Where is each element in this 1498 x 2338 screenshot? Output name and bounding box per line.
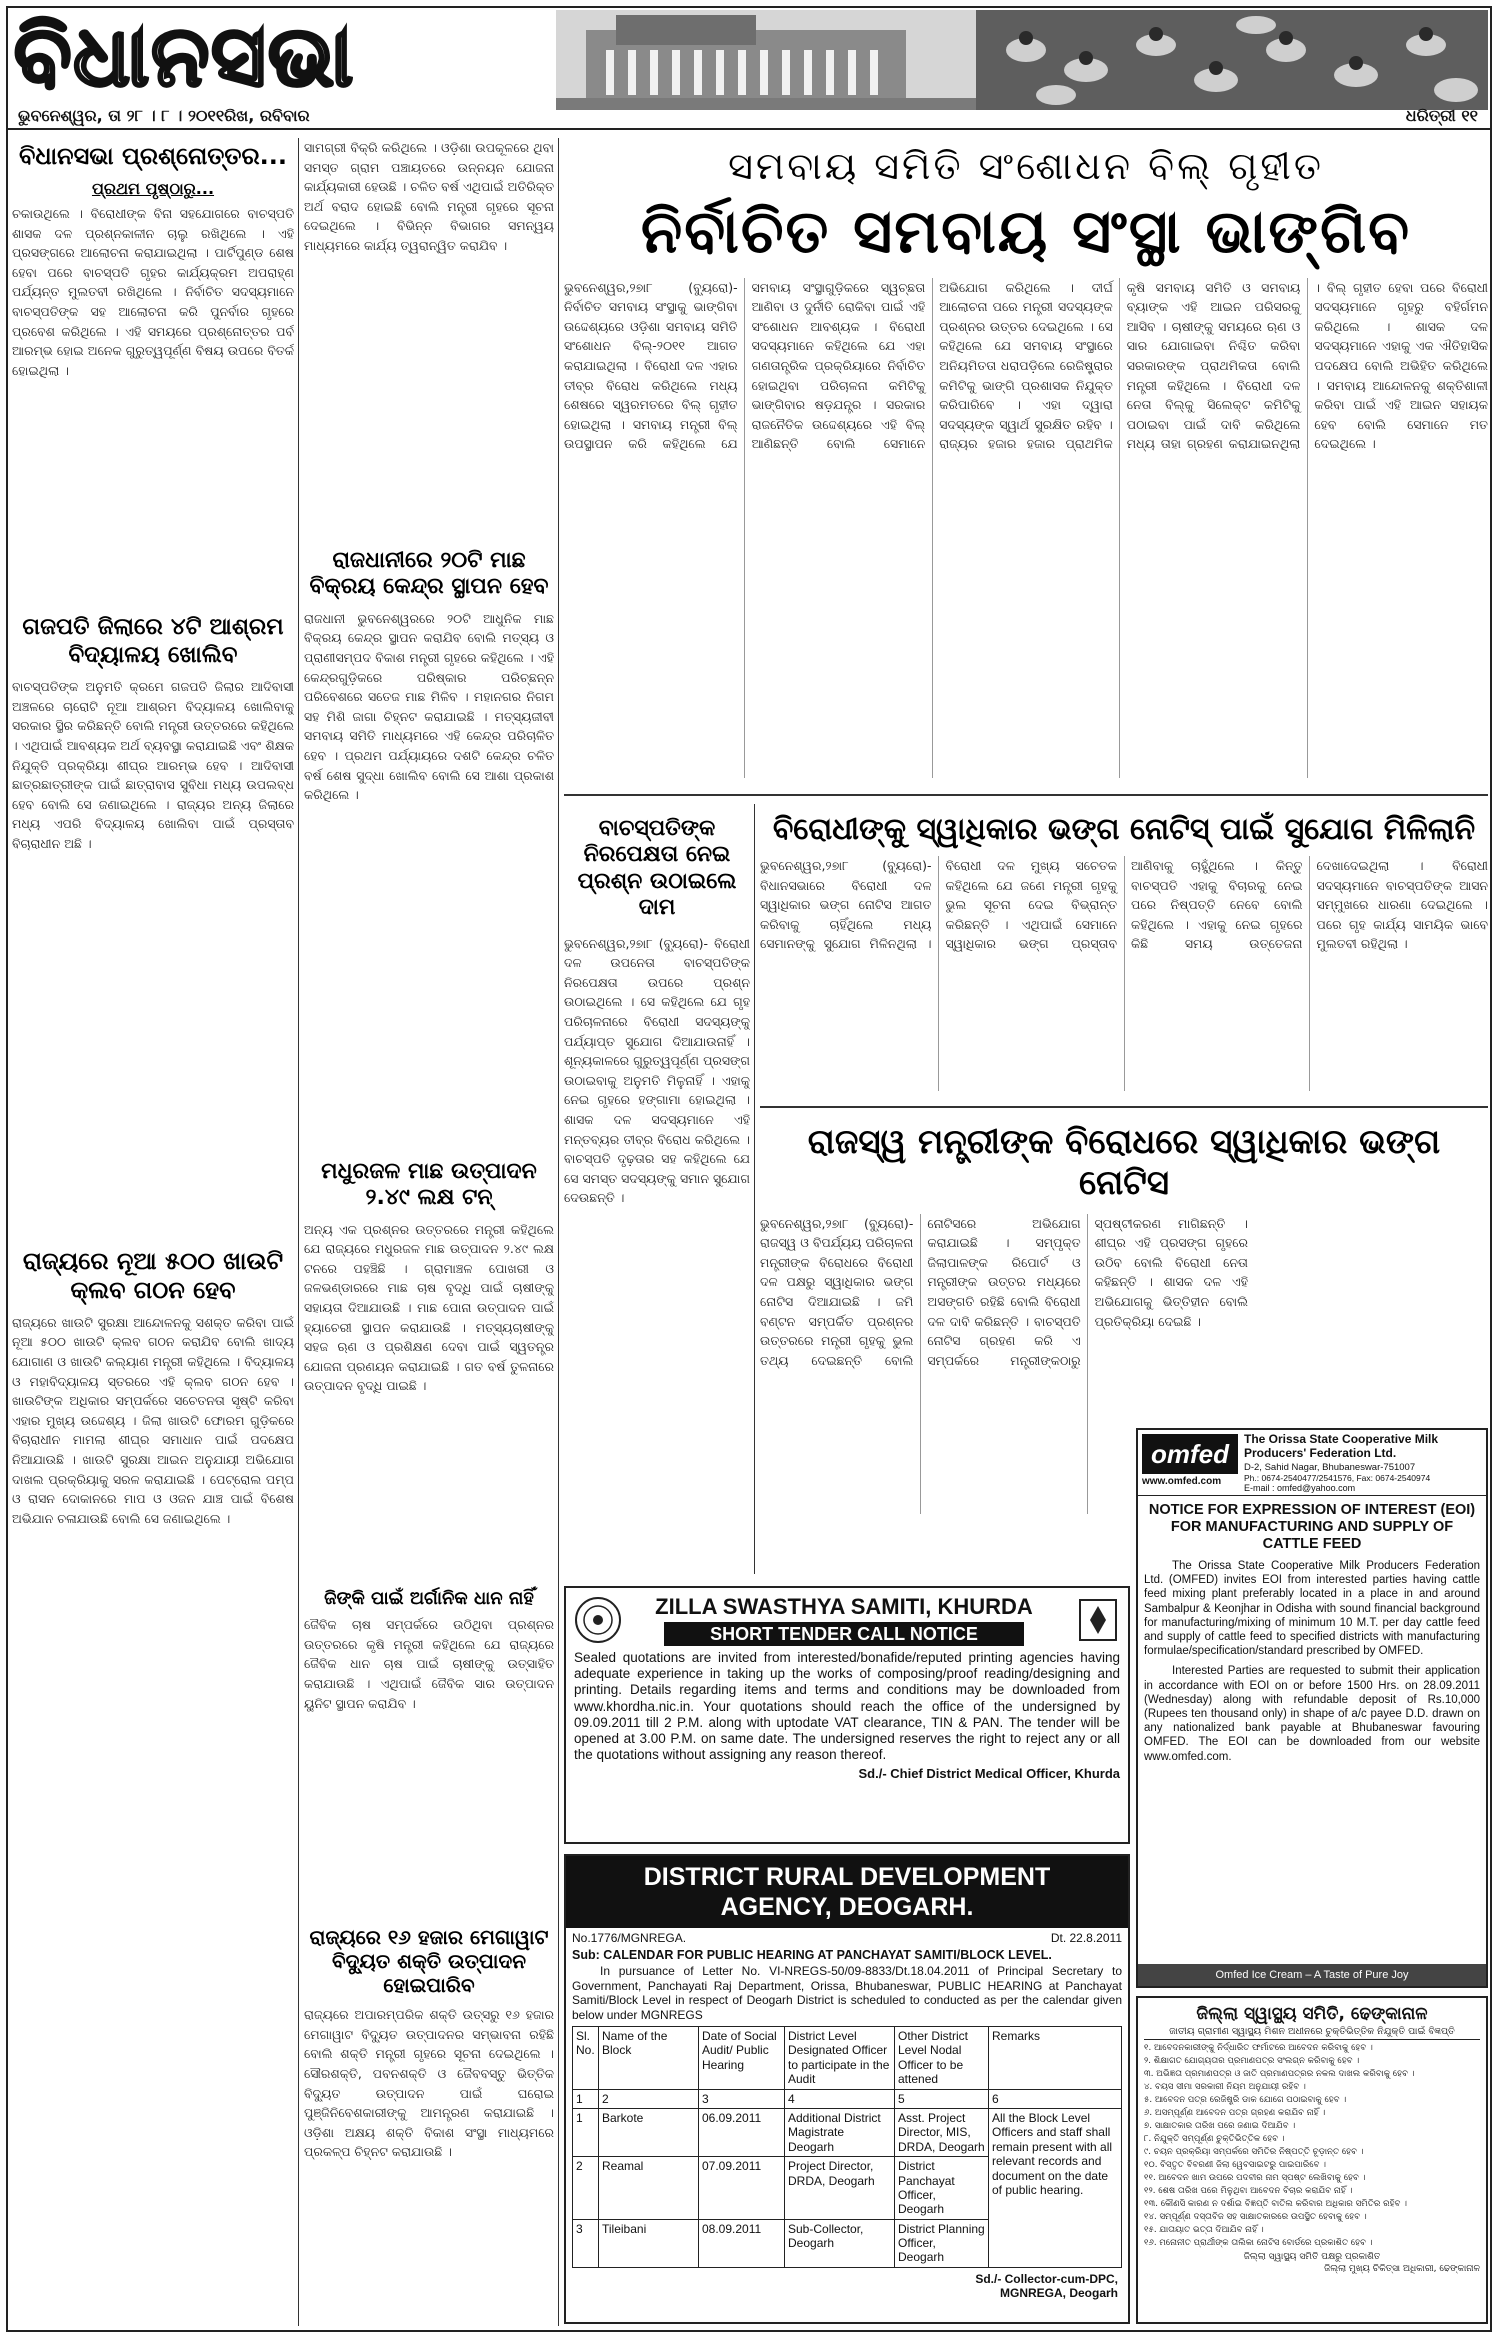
deogarh-subject: Sub: CALENDAR FOR PUBLIC HEARING AT PANCHAYAT SAMITI/BLOCK LEVEL. [572, 1948, 1052, 1962]
table-cell: Tileibani [599, 2219, 699, 2267]
article-body: ଚକାଉଥିଲେ । ବିରୋଧୀଙ୍କ ବିନା ସହଯୋଗରେ ବାଚସ୍ପତି ଶାସକ ଦଳ ପ୍ରଶ୍ନକାଳୀନ ଚାଲୁ ରଖିଥିଲେ । ଏହି ପ୍ରସଙ୍ଗରେ ଆଲୋଚନା କରାଯାଇଥିଲା । ପାର୍ଟିପୁଣ୍ଡ ଶେଷ ହେବା ପରେ ବାଚସ୍ପତି ଗୃହର କାର୍ଯ୍ୟକ୍ରମ ଅପରାହ୍ଣ ପର୍ଯ୍ୟନ୍ତ ମୁଲତବୀ ରଖିଥିଲେ । ନିର୍ବାଚିତ ସଦସ୍ୟମାନେ ବାଚସ୍ପତିଙ୍କ ସହ ଆଲୋଚନା କରି ପୁନର୍ବାର ଗୃହରେ ପ୍ରବେଶ କରିଥିଲେ । ଏହି ସମୟରେ ପ୍ରଶ୍ନୋତ୍ତର ପର୍ବ ଆରମ୍ଭ ହୋଇ ଅନେକ ଗୁରୁତ୍ୱପୂର୍ଣ୍ଣ ବିଷୟ ଉପରେ ବିତର୍କ ହୋଇଥିଲା । [12, 205, 294, 378]
omfed-tagline: Omfed Ice Cream – A Taste of Pure Joy [1138, 1964, 1486, 1986]
omfed-website[interactable]: www.omfed.com [1142, 1476, 1222, 1487]
article-body: ରାଜଧାନୀ ଭୁବନେଶ୍ୱରରେ ୨୦ଟି ଆଧୁନିକ ମାଛ ବିକ୍ରୟ କେନ୍ଦ୍ର ସ୍ଥାପନ କରାଯିବ ବୋଲି ମତ୍ସ୍ୟ ଓ ପ୍ରାଣୀସମ୍ପଦ ବିକାଶ ମନ୍ତ୍ରୀ ଗୃହରେ କହିଥିଲେ । ଏହି କେନ୍ଦ୍ରଗୁଡ଼ିକରେ ପରିଷ୍କାର ପରିଚ୍ଛନ୍ନ ପରିବେଶରେ ସତେଜ ମାଛ ମିଳିବ । ମହାନଗର ନିଗମ ସହ ମିଶି ଜାଗା ଚିହ୍ନଟ କରାଯାଇଛି । ମତ୍ସ୍ୟଜୀବୀ ସମବାୟ ସମିତି ମାଧ୍ୟମରେ ଏହି କେନ୍ଦ୍ର ପରିଚାଳିତ ହେବ । ପ୍ରଥମ ପର୍ଯ୍ୟାୟରେ ଦଶଟି କେନ୍ଦ୍ର ଚଳିତ ବର୍ଷ ଶେଷ ସୁଦ୍ଧା ଖୋଲିବ ବୋଲି ସେ ଆଶା ପ୍ରକାଶ କରିଥିଲେ । [304, 610, 554, 803]
assembly-building-photo [556, 10, 1488, 110]
omfed-logo: omfed [1142, 1434, 1238, 1474]
table-header-row [573, 2027, 1122, 2090]
dhenkanal-subtitle: ଜାତୀୟ ଗ୍ରାମୀଣ ସ୍ୱାସ୍ଥ୍ୟ ମିଶନ ଅଧୀନରେ ଚୁକ୍ତିଭିତ୍ତିକ ନିଯୁକ୍ତି ପାଇଁ ବିଜ୍ଞପ୍ତି [1144, 2026, 1480, 2040]
deogarh-title-box [566, 1856, 1128, 1928]
masthead [8, 8, 1490, 130]
article-body: ବାଚସ୍ପତିଙ୍କ ଅନୁମତି କ୍ରମେ ଗଜପତି ଜିଲାର ଆଦିବାସୀ ଅଞ୍ଚଳରେ ଚାରୋଟି ନୂଆ ଆଶ୍ରମ ବିଦ୍ୟାଳୟ ଖୋଲିବାକୁ ସରକାର ସ୍ଥିର କରିଛନ୍ତି ବୋଲି ମନ୍ତ୍ରୀ ଉତ୍ତରରେ କହିଥିଲେ । ଏଥିପାଇଁ ଆବଶ୍ୟକ ଅର୍ଥ ବ୍ୟବସ୍ଥା କରାଯାଇଛି ଏବଂ ଶିକ୍ଷକ ନିଯୁକ୍ତି ପ୍ରକ୍ରିୟା ଶୀଘ୍ର ଆରମ୍ଭ ହେବ । ଆଦିବାସୀ ଛାତ୍ରଛାତ୍ରୀଙ୍କ ପାଇଁ ଛାତ୍ରାବାସ ସୁବିଧା ମଧ୍ୟ ଉପଲବ୍ଧ ହେବ ବୋଲି ସେ ଜଣାଇଥିଲେ । ରାଜ୍ୟର ଅନ୍ୟ ଜିଲାରେ ମଧ୍ୟ ଏପରି ବିଦ୍ୟାଳୟ ଖୋଲିବା ପାଇଁ ପ୍ରସ୍ତାବ ବିଚାରାଧୀନ ଅଛି । [12, 679, 294, 851]
table-header-cell: Other District Level Nodal Officer to be attened [895, 2027, 989, 2090]
emblem-icon [1076, 1596, 1120, 1644]
section-divider [760, 1106, 1488, 1108]
table-header-cell: Date of Social Audit/ Public Hearing [699, 2027, 785, 2090]
list-item: ୪. ବୟସ ସୀମା ସରକାରୀ ନିୟମ ଅନୁଯାୟୀ ରହିବ । [1144, 2082, 1306, 2092]
article-headline: ଜିଙ୍କି ପାଇଁ ଅର୍ଗାନିକ ଧାନ ନାହିଁ [324, 1587, 534, 1609]
deogarh-calendar-ad [564, 1854, 1130, 2324]
story-body: ଭୁବନେଶ୍ୱର,୨୭ା୮ (ବ୍ୟୁରୋ)- ରାଜସ୍ୱ ଓ ବିପର୍ଯ୍ୟୟ ପରିଚାଳନା ମନ୍ତ୍ରୀଙ୍କ ବିରୋଧରେ ବିରୋଧୀ ଦଳ ପକ୍ଷରୁ ସ୍ୱାଧିକାର ଭଙ୍ଗ ନୋଟିସ ଦିଆଯାଇଛି । ଜମି ବଣ୍ଟନ ସମ୍ପର୍କିତ ପ୍ରଶ୍ନର ଉତ୍ତରରେ ମନ୍ତ୍ରୀ ଗୃହକୁ ଭୁଲ ତଥ୍ୟ ଦେଇଛନ୍ତି ବୋଲି ନୋଟିସରେ ଅଭିଯୋଗ କରାଯାଇଛି । ସମ୍ପୃକ୍ତ ଜିଲାପାଳଙ୍କ ରିପୋର୍ଟ ଓ ମନ୍ତ୍ରୀଙ୍କ ଉତ୍ତର ମଧ୍ୟରେ ଅସଙ୍ଗତି ରହିଛି ବୋଲି ବିରୋଧୀ ଦଳ ଦାବି କରିଛନ୍ତି । ବାଚସ୍ପତି ନୋଟିସ ଗ୍ରହଣ କରି ଏ ସମ୍ପର୍କରେ ମନ୍ତ୍ରୀଙ୍କଠାରୁ ସ୍ପଷ୍ଟୀକରଣ ମାଗିଛନ୍ତି । ଶୀଘ୍ର ଏହି ପ୍ରସଙ୍ଗ ଗୃହରେ ଉଠିବ ବୋଲି ବିରୋଧୀ ନେତା କହିଛନ୍ତି । ଶାସକ ଦଳ ଏହି ଅଭିଯୋଗକୁ ଭିତ୍ତିହୀନ ବୋଲି ପ୍ରତିକ୍ରିୟା ଦେଇଛି । [760, 1215, 1248, 1368]
list-item: ୧୦. ବିସ୍ତୃତ ବିବରଣୀ ଜିଲା ୱେବସାଇଟରୁ ପାଇପାରିବେ । [1144, 2160, 1327, 2170]
table-cell: 3 [699, 2089, 785, 2108]
omfed-email: E-mail : omfed@yahoo.com [1244, 1483, 1356, 1493]
table-header-cell: District Level Designated Officer to participate in the Audit [785, 2027, 895, 2090]
deogarh-title-line-2: AGENCY, DEOGARH. [720, 1893, 974, 1921]
list-item: ୧୩. କୌଣସି କାରଣ ନ ଦର୍ଶାଇ ବିଜ୍ଞପ୍ତି ବାତିଲ କରିବାର ଅଧିକାର ସମିତିର ରହିବ । [1144, 2199, 1408, 2209]
table-cell: 2 [573, 2157, 599, 2220]
table-cell: 2 [599, 2089, 699, 2108]
article-headline: ଗଜପତି ଜିଲାରେ ୪ଟି ଆଶ୍ରମ ବିଦ୍ୟାଳୟ ଖୋଲିବ [22, 613, 284, 668]
column-divider [298, 138, 299, 2326]
table-row [573, 2108, 1122, 2156]
khurda-signature: Sd./- Chief District Medical Officer, Khurda [858, 1766, 1120, 1782]
section-title: ବିଧାନସଭା ପ୍ରଶ୍ନୋତ୍ତର... [18, 142, 288, 170]
column-divider [558, 138, 559, 2326]
khurda-body: Sealed quotations are invited from interested/bonafide/reputed printing agencies having adequate experience in taking up the works of composing/proof reading/designing and printing. Details regarding items and terms and conditions may be downloaded from www.khordha.nic.in. Your quotations should reach the office of the undersigned by 09.09.2011 till 2 P.M. along with uptodate VAT clearance, TIN & PAN. The tender will be opened at 3.00 P.M. on same date. The undersigned reserves the right to reject any or all the quotations without assigning any reason thereof. [574, 1650, 1120, 1763]
table-cell: Project Director, DRDA, Deogarh [785, 2157, 895, 2220]
column-2 [304, 138, 554, 2330]
story-headline: ବିରୋଧୀଙ୍କୁ ସ୍ୱାଧିକାର ଭଙ୍ଗ ନୋଟିସ୍ ପାଇଁ ସୁଯୋଗ ମିଳିଲାନି [772, 812, 1476, 847]
list-item: ୮. ନିଯୁକ୍ତି ସମ୍ପୂର୍ଣ୍ଣ ଚୁକ୍ତିଭିତ୍ତିକ ହେବ । [1144, 2134, 1285, 2144]
table-cell: Sub-Collector, Deogarh [785, 2219, 895, 2267]
deogarh-signature-line-2: MGNREGA, Deogarh [999, 2285, 1118, 2300]
list-item: ୧୪. ସମ୍ପୂର୍ଣ୍ଣ ଦସ୍ତାବିଜ ସହ ସାକ୍ଷାତକାରରେ ଉପସ୍ଥିତ ହେବାକୁ ହେବ । [1144, 2212, 1367, 2222]
deogarh-signature-line-1: Sd./- Collector-cum-DPC, [975, 2271, 1118, 2286]
lead-body: ଭୁବନେଶ୍ୱର,୨୭ା୮ (ବ୍ୟୁରୋ)- ନିର୍ବାଚିତ ସମବାୟ ସଂସ୍ଥାକୁ ଭାଙ୍ଗିବା ଉଦ୍ଦେଶ୍ୟରେ ଓଡ଼ିଶା ସମବାୟ ସମିତି ସଂଶୋଧନ ବିଲ୍-୨୦୧୧ ଆଗତ କରାଯାଇଥିଲା । ବିରୋଧୀ ଦଳ ଏହାର ତୀବ୍ର ବିରୋଧ କରିଥିଲେ ମଧ୍ୟ ଶେଷରେ ସ୍ୱରମତରେ ବିଲ୍ ଗୃହୀତ ହୋଇଥିଲା । ସମବାୟ ମନ୍ତ୍ରୀ ବିଲ୍ ଉପସ୍ଥାପନ କରି କହିଥିଲେ ଯେ ସମବାୟ ସଂସ୍ଥାଗୁଡ଼ିକରେ ସ୍ୱଚ୍ଛତା ଆଣିବା ଓ ଦୁର୍ନୀତି ରୋକିବା ପାଇଁ ଏହି ସଂଶୋଧନ ଆବଶ୍ୟକ । ବିରୋଧୀ ସଦସ୍ୟମାନେ କହିଥିଲେ ଯେ ଏହା ଗଣତାନ୍ତ୍ରିକ ପ୍ରକ୍ରିୟାରେ ନିର୍ବାଚିତ ହୋଇଥିବା ପରିଚାଳନା କମିଟିକୁ ଭାଙ୍ଗିବାର ଷଡ଼ଯନ୍ତ୍ର । ସରକାର ରାଜନୈତିକ ଉଦ୍ଦେଶ୍ୟରେ ଏହି ବିଲ୍ ଆଣିଛନ୍ତି ବୋଲି ସେମାନେ ଅଭିଯୋଗ କରିଥିଲେ । ଦୀର୍ଘ ଆଲୋଚନା ପରେ ମନ୍ତ୍ରୀ ସଦସ୍ୟଙ୍କ ପ୍ରଶ୍ନର ଉତ୍ତର ଦେଇଥିଲେ । ସେ କହିଥିଲେ ଯେ ସମବାୟ ସଂସ୍ଥାରେ ଅନିୟମିତତା ଧରାପଡ଼ିଲେ ରେଜିଷ୍ଟ୍ରାର କମିଟିକୁ ଭାଙ୍ଗି ପ୍ରଶାସକ ନିଯୁକ୍ତ କରିପାରିବେ । ଏହା ଦ୍ୱାରା ସଦସ୍ୟଙ୍କ ସ୍ୱାର୍ଥ ସୁରକ୍ଷିତ ରହିବ । ରାଜ୍ୟର ହଜାର ହଜାର ପ୍ରାଥମିକ କୃଷି ସମବାୟ ସମିତି ଓ ସମବାୟ ବ୍ୟାଙ୍କ ଏହି ଆଇନ ପରିସରକୁ ଆସିବ । ଚାଷୀଙ୍କୁ ସମୟରେ ଋଣ ଓ ସାର ଯୋଗାଇବା ନିଶ୍ଚିତ କରିବା ସରକାରଙ୍କ ପ୍ରାଥମିକତା ବୋଲି ମନ୍ତ୍ରୀ କହିଥିଲେ । ବିରୋଧୀ ଦଳ ନେତା ବିଲ୍କୁ ସିଲେକ୍ଟ କମିଟିକୁ ପଠାଇବା ପାଇଁ ଦାବି କରିଥିଲେ ମଧ୍ୟ ତାହା ଗ୍ରହଣ କରାଯାଇନଥିଲା । ବିଲ୍ ଗୃହୀତ ହେବା ପରେ ବିରୋଧୀ ସଦସ୍ୟମାନେ ଗୃହରୁ ବହିର୍ଗମନ କରିଥିଲେ । ଶାସକ ଦଳ ସଦସ୍ୟମାନେ ଏହାକୁ ଏକ ଐତିହାସିକ ପଦକ୍ଷେପ ବୋଲି ଅଭିହିତ କରିଥିଲେ । ସମବାୟ ଆନ୍ଦୋଳନକୁ ଶକ୍ତିଶାଳୀ କରିବା ପାଇଁ ଏହି ଆଇନ ସହାୟକ ହେବ ବୋଲି ସେମାନେ ମତ ଦେଇଥିଲେ । [564, 279, 1488, 452]
list-item: ୧୫. ଯାତାୟାତ ଭତ୍ତା ଦିଆଯିବ ନାହିଁ । [1144, 2225, 1264, 2235]
table-cell: Asst. Project Director, MIS, DRDA, Deogarh [895, 2108, 989, 2156]
omfed-para-1: The Orissa State Cooperative Milk Producers Federation Ltd. (OMFED) invites EOI from interested parties having cattle feed mixing plant preferably located in a place in and around Sambalpur & Keonjhar in Odisha with sound financial background for manufacturing/mixing of minimum 10 M.T. per day cattle feed and supply of cattle feed to specified districts with manufacturing formulae/specification/standard prescribed by OMFED. [1144, 1560, 1480, 1658]
table-number-row [573, 2089, 1122, 2108]
story-headline: ରାଜସ୍ୱ ମନ୍ତ୍ରୀଙ୍କ ବିରୋଧରେ ସ୍ୱାଧିକାର ଭଙ୍ଗ ନୋଟିସ [807, 1122, 1441, 1203]
article-body: ଅନ୍ୟ ଏକ ପ୍ରଶ୍ନର ଉତ୍ତରରେ ମନ୍ତ୍ରୀ କହିଥିଲେ ଯେ ରାଜ୍ୟରେ ମଧୁରଜଳ ମାଛ ଉତ୍ପାଦନ ୨.୪୯ ଲକ୍ଷ ଟନରେ ପହଞ୍ଚିଛି । ଗ୍ରାମାଞ୍ଚଳ ପୋଖରୀ ଓ ଜଳଭଣ୍ଡାରରେ ମାଛ ଚାଷ ବୃଦ୍ଧି ପାଇଁ ଚାଷୀଙ୍କୁ ସହାୟତା ଦିଆଯାଉଛି । ମାଛ ପୋନା ଉତ୍ପାଦନ ପାଇଁ ହ୍ୟାଚେରୀ ସ୍ଥାପନ କରାଯାଉଛି । ମତ୍ସ୍ୟଚାଷୀଙ୍କୁ ସହଜ ଋଣ ଓ ପ୍ରଶିକ୍ଷଣ ଦେବା ପାଇଁ ସ୍ୱତନ୍ତ୍ର ଯୋଜନା ପ୍ରଣୟନ କରାଯାଇଛି । ଗତ ବର୍ଷ ତୁଳନାରେ ଉତ୍ପାଦନ ବୃଦ୍ଧି ପାଇଛି । [304, 1221, 554, 1394]
speaker-story [564, 804, 750, 1564]
deogarh-title-line-1: DISTRICT RURAL DEVELOPMENT [643, 1863, 1051, 1891]
table-cell: 1 [573, 2089, 599, 2108]
deogarh-ref [566, 1928, 1128, 1948]
lead-kicker: ସମବାୟ ସମିତି ସଂଶୋଧନ ବିଲ୍ ଗୃହୀତ [728, 144, 1324, 188]
table-cell: 07.09.2011 [699, 2157, 785, 2220]
table-remarks-cell: All the Block Level Officers and staff shall remain present with all relevant records and document on the date of public hearing. [989, 2108, 1122, 2267]
table-cell: 08.09.2011 [699, 2219, 785, 2267]
list-item: ୧. ଆବେଦନକାରୀଙ୍କୁ ନିର୍ଦ୍ଧାରିତ ଫର୍ମାଟରେ ଆବେଦନ କରିବାକୁ ହେବ । [1144, 2043, 1373, 2053]
omfed-ad [1136, 1428, 1488, 1988]
dhenkanal-title: ଜିଲ୍ଲା ସ୍ୱାସ୍ଥ୍ୟ ସମିତି, ଢେଙ୍କାନାଳ [1196, 2004, 1428, 2024]
column-1 [12, 138, 294, 2330]
dhenkanal-signature: ଜିଲ୍ଲା ମୁଖ୍ୟ ଚିକିତ୍ସା ଅଧିକାରୀ, ଢେଙ୍କାନାଳ [1324, 2264, 1480, 2274]
story-headline: ବାଚସ୍ପତିଙ୍କ ନିରପେକ୍ଷତା ନେଇ ପ୍ରଶ୍ନ ଉଠାଇଲେ ଦାମ [577, 816, 737, 921]
omfed-notice-title: NOTICE FOR EXPRESSION OF INTEREST (EOI) FOR MANUFACTURING AND SUPPLY OF CATTLE FEED [1148, 1502, 1476, 1552]
list-item: ୧୧. ଆବେଦନ ଖାମ ଉପରେ ପଦବୀର ନାମ ସ୍ପଷ୍ଟ ଲେଖିବାକୁ ହେବ । [1144, 2173, 1366, 2183]
table-header-cell: Remarks [989, 2027, 1122, 2090]
list-item: ୫. ଆବେଦନ ପତ୍ର ରେଜିଷ୍ଟ୍ରି ଡାକ ଯୋଗେ ପଠାଇବାକୁ ହେବ । [1144, 2095, 1347, 2105]
omfed-org-name: The Orissa State Cooperative Milk Producers' Federation Ltd. [1244, 1432, 1439, 1460]
table-cell: 3 [573, 2219, 599, 2267]
list-item: ୩. ଅଭିଜ୍ଞତା ପ୍ରମାଣପତ୍ର ଓ ଜାତି ପ୍ରମାଣପତ୍ରର ନକଲ ଦାଖଲ କରିବାକୁ ହେବ । [1144, 2069, 1415, 2079]
lead-story [564, 138, 1488, 788]
article-headline: ରାଜଧାନୀରେ ୨୦ଟି ମାଛ ବିକ୍ରୟ କେନ୍ଦ୍ର ସ୍ଥାପନ ହେବ [309, 548, 549, 600]
omfed-para-2: Interested Parties are requested to submit their application in accordance with EOI on or before 1500 Hrs. on 28.09.2011 (Wednesday) along with refundable deposit of Rs.10,000 (Rupees ten thousand only) in shape of a/c payee D.D. drawn on any nationalized bank payable at Bhubaneswar favouring OMFED. The EOI can be downloaded from our website www.omfed.com. [1144, 1665, 1480, 1763]
table-cell: 1 [573, 2108, 599, 2156]
table-cell: District Panchayat Officer, Deogarh [895, 2157, 989, 2220]
table-header-cell: Name of the Block [599, 2027, 699, 2090]
article-body: ରାଜ୍ୟରେ ଅପାରମ୍ପରିକ ଶକ୍ତି ଉତ୍ସରୁ ୧୬ ହଜାର ମେଗାୱାଟ ବିଦ୍ୟୁତ ଉତ୍ପାଦନର ସମ୍ଭାବନା ରହିଛି ବୋଲି ଶକ୍ତି ମନ୍ତ୍ରୀ ଗୃହରେ ସୂଚନା ଦେଇଥିଲେ । ସୌରଶକ୍ତି, ପବନଶକ୍ତି ଓ ଜୈବବସ୍ତୁ ଭିତ୍ତିକ ବିଦ୍ୟୁତ ଉତ୍ପାଦନ ପାଇଁ ଘରୋଇ ପୁଞ୍ଜିନିବେଶକାରୀଙ୍କୁ ଆମନ୍ତ୍ରଣ କରାଯାଇଛି । ଓଡ଼ିଶା ଅକ୍ଷୟ ଶକ୍ତି ବିକାଶ ସଂସ୍ଥା ମାଧ୍ୟମରେ ପ୍ରକଳ୍ପ ଚିହ୍ନଟ କରାଯାଉଛି । [304, 2007, 554, 2160]
list-item: ୧୨. ଶେଷ ତାରିଖ ପରେ ମିଳୁଥିବା ଆବେଦନ ବିଚାର କରାଯିବ ନାହିଁ । [1144, 2186, 1353, 2196]
list-item: ୬. ଅସମ୍ପୂର୍ଣ୍ଣ ଆବେଦନ ପତ୍ର ଗ୍ରହଣ କରାଯିବ ନାହିଁ । [1144, 2108, 1326, 2118]
list-item: ୨. ଶିକ୍ଷାଗତ ଯୋଗ୍ୟତାର ପ୍ରମାଣପତ୍ର ସଂଲଗ୍ନ କରିବାକୁ ହେବ । [1144, 2056, 1360, 2066]
khurda-tender-ad [564, 1586, 1130, 1844]
page-label: ଧରିତ୍ରୀ ୧୧ [1405, 106, 1478, 125]
list-item: ୭. ସାକ୍ଷାତକାର ତାରିଖ ପରେ ଜଣାଇ ଦିଆଯିବ । [1144, 2121, 1296, 2131]
article-body: ସାମଗ୍ରୀ ବିକ୍ରି କରିଥିଲେ । ଓଡ଼ିଶା ଉପକୂଳରେ ଥିବା ସମସ୍ତ ଗ୍ରାମ ପଞ୍ଚାୟତରେ ଉନ୍ନୟନ ଯୋଜନା କାର୍ଯ୍ୟକାରୀ ହେଉଛି । ଚଳିତ ବର୍ଷ ଏଥିପାଇଁ ଅତିରିକ୍ତ ଅର୍ଥ ବରାଦ ହୋଇଛି ବୋଲି ମନ୍ତ୍ରୀ ଗୃହରେ ସୂଚନା ଦେଇଥିଲେ । ବିଭିନ୍ନ ବିଭାଗର ସମନ୍ୱୟ ମାଧ୍ୟମରେ କାର୍ଯ୍ୟ ତ୍ୱରାନ୍ୱିତ କରାଯିବ । [304, 140, 554, 253]
article-headline: ରାଜ୍ୟରେ ନୂଆ ୫୦୦ ଖାଉଟି କ୍ଲବ ଗଠନ ହେବ [22, 1247, 284, 1304]
continued-label: ପ୍ରଥମ ପୃଷ୍ଠାରୁ... [91, 178, 215, 198]
story-body: ଭୁବନେଶ୍ୱର,୨୭ା୮ (ବ୍ୟୁରୋ)- ବିଧାନସଭାରେ ବିରୋଧୀ ଦଳ ସ୍ୱାଧିକାର ଭଙ୍ଗ ନୋଟିସ ଆଗତ କରିବାକୁ ଚାହିଁଥିଲେ ମଧ୍ୟ ସେମାନଙ୍କୁ ସୁଯୋଗ ମିଳିନଥିଲା । ବିରୋଧୀ ଦଳ ମୁଖ୍ୟ ସଚେତକ କହିଥିଲେ ଯେ ଜଣେ ମନ୍ତ୍ରୀ ଗୃହକୁ ଭୁଲ ସୂଚନା ଦେଇ ବିଭ୍ରାନ୍ତ କରିଛନ୍ତି । ଏଥିପାଇଁ ସେମାନେ ସ୍ୱାଧିକାର ଭଙ୍ଗ ପ୍ରସ୍ତାବ ଆଣିବାକୁ ଚାହୁଁଥିଲେ । କିନ୍ତୁ ବାଚସ୍ପତି ଏହାକୁ ବିଚାରକୁ ନେଇ ପରେ ନିଷ୍ପତ୍ତି ନେବେ ବୋଲି କହିଥିଲେ । ଏହାକୁ ନେଇ ଗୃହରେ କିଛି ସମୟ ଉତ୍ତେଜନା ଦେଖାଦେଇଥିଲା । ବିରୋଧୀ ସଦସ୍ୟମାନେ ବାଚସ୍ପତିଙ୍କ ଆସନ ସମ୍ମୁଖରେ ଧାରଣା ଦେଇଥିଲେ । ପରେ ଗୃହ କାର୍ଯ୍ୟ ସାମୟିକ ଭାବେ ମୁଲତବୀ ରହିଥିଲା । [760, 858, 1488, 952]
emblem-icon [574, 1596, 622, 1644]
dateline: ଭୁବନେଶ୍ୱର, ତା ୨୮ । ୮ । ୨୦୧୧ରିଖ, ରବିବାର [18, 106, 310, 125]
dhenkanal-notice-ad [1136, 1996, 1488, 2324]
column-divider [754, 804, 755, 1574]
privilege-story-1 [760, 804, 1488, 1104]
table-cell: 6 [989, 2089, 1122, 2108]
table-cell: 5 [895, 2089, 989, 2108]
deogarh-intro: In pursuance of Letter No. VI-NREGS-50/09-8833/Dt.18.04.2011 of Principal Secretary to Government, Panchayati Raj Department, Orissa, Bhubaneswar, PUBLIC HEARING at Panchayat Samiti/Block Level in respect of Deogarh District is scheduled to conducted as per the calendar given below under MGNREGS [572, 1964, 1122, 2022]
masthead-title: ବିଧାନସଭା [14, 10, 356, 102]
omfed-address: D-2, Sahid Nagar, Bhubaneswar-751007 [1244, 1462, 1416, 1473]
table-cell: Reamal [599, 2157, 699, 2220]
deogarh-ref-date: Dt. 22.8.2011 [1050, 1931, 1122, 1945]
khurda-title: SHORT TENDER CALL NOTICE [664, 1622, 1024, 1646]
lead-headline: ନିର୍ବାଚିତ ସମବାୟ ସଂସ୍ଥା ଭାଙ୍ଗିବ [640, 196, 1412, 267]
table-cell: 4 [785, 2089, 895, 2108]
table-cell: Barkote [599, 2108, 699, 2156]
article-body: ଜୈବିକ ଚାଷ ସମ୍ପର୍କରେ ଉଠିଥିବା ପ୍ରଶ୍ନର ଉତ୍ତରରେ କୃଷି ମନ୍ତ୍ରୀ କହିଥିଲେ ଯେ ରାଜ୍ୟରେ ଜୈବିକ ଧାନ ଚାଷ ପାଇଁ ଚାଷୀଙ୍କୁ ଉତ୍ସାହିତ କରାଯାଉଛି । ଏଥିପାଇଁ ଜୈବିକ ସାର ଉତ୍ପାଦନ ୟୁନିଟ ସ୍ଥାପନ କରାଯିବ । [304, 1617, 554, 1711]
omfed-phone: Ph.: 0674-2540477/2541576, Fax: 0674-2540974 [1244, 1473, 1431, 1483]
khurda-header [574, 1594, 1120, 1650]
dhenkanal-items [1144, 2042, 1480, 2250]
article-headline: ମଧୁରଜଳ ମାଛ ଉତ୍ପାଦନ ୨.୪୯ ଲକ୍ଷ ଟନ୍ [321, 1158, 537, 1211]
omfed-header [1138, 1430, 1486, 1496]
deogarh-signature [566, 2268, 1128, 2300]
dhenkanal-footer-note: ଜିଲ୍ଲା ସ୍ୱାସ୍ଥ୍ୟ ସମିତି ପକ୍ଷରୁ ପ୍ରକାଶିତ [1243, 2252, 1381, 2262]
section-divider [564, 794, 1488, 796]
deogarh-ref-no: No.1776/MGNREGA. [572, 1931, 687, 1945]
table-cell: 06.09.2011 [699, 2108, 785, 2156]
deogarh-table-wrap [566, 2026, 1128, 2268]
table-header-cell: Sl. No. [573, 2027, 599, 2090]
khurda-org: ZILLA SWASTHYA SAMITI, KHURDA [655, 1594, 1033, 1619]
story-body: ଭୁବନେଶ୍ୱର,୨୭ା୮ (ବ୍ୟୁରୋ)- ବିରୋଧୀ ଦଳ ଉପନେତା ବାଚସ୍ପତିଙ୍କ ନିରପେକ୍ଷତା ଉପରେ ପ୍ରଶ୍ନ ଉଠାଇଥିଲେ । ସେ କହିଥିଲେ ଯେ ଗୃହ ପରିଚାଳନାରେ ବିରୋଧୀ ସଦସ୍ୟଙ୍କୁ ପର୍ଯ୍ୟାପ୍ତ ସୁଯୋଗ ଦିଆଯାଉନାହିଁ । ଶୂନ୍ୟକାଳରେ ଗୁରୁତ୍ୱପୂର୍ଣ୍ଣ ପ୍ରସଙ୍ଗ ଉଠାଇବାକୁ ଅନୁମତି ମିଳୁନାହିଁ । ଏହାକୁ ନେଇ ଗୃହରେ ହଙ୍ଗାମା ହୋଇଥିଲା । ଶାସକ ଦଳ ସଦସ୍ୟମାନେ ଏହି ମନ୍ତବ୍ୟର ତୀବ୍ର ବିରୋଧ କରିଥିଲେ । ବାଚସ୍ପତି ଦୃଢ଼ତାର ସହ କହିଥିଲେ ଯେ ସେ ସମସ୍ତ ସଦସ୍ୟଙ୍କୁ ସମାନ ସୁଯୋଗ ଦେଉଛନ୍ତି । [564, 935, 750, 1206]
table-cell: Additional District Magistrate Deogarh [785, 2108, 895, 2156]
newspaper-page [6, 6, 1492, 2332]
article-headline: ରାଜ୍ୟରେ ୧୬ ହଜାର ମେଗାୱାଟ ବିଦ୍ୟୁତ ଶକ୍ତି ଉତ୍ପାଦନ ହୋଇପାରିବ [309, 1925, 549, 1998]
list-item: ୯. ଚୟନ ପ୍ରକ୍ରିୟା ସମ୍ପର୍କରେ ସମିତିର ନିଷ୍ପତ୍ତି ଚୂଡ଼ାନ୍ତ ହେବ । [1144, 2147, 1364, 2157]
list-item: ୧୬. ମନୋନୀତ ପ୍ରାର୍ଥୀଙ୍କ ତାଲିକା ନୋଟିସ ବୋର୍ଡରେ ପ୍ରକାଶିତ ହେବ । [1144, 2238, 1373, 2248]
article-body: ରାଜ୍ୟରେ ଖାଉଟି ସୁରକ୍ଷା ଆନ୍ଦୋଳନକୁ ସଶକ୍ତ କରିବା ପାଇଁ ନୂଆ ୫୦୦ ଖାଉଟି କ୍ଲବ ଗଠନ କରାଯିବ ବୋଲି ଖାଦ୍ୟ ଯୋଗାଣ ଓ ଖାଉଟି କଲ୍ୟାଣ ମନ୍ତ୍ରୀ କହିଥିଲେ । ବିଦ୍ୟାଳୟ ଓ ମହାବିଦ୍ୟାଳୟ ସ୍ତରରେ ଏହି କ୍ଲବ ଗଠନ ହେବ । ଖାଉଟିଙ୍କ ଅଧିକାର ସମ୍ପର୍କରେ ସଚେତନତା ସୃଷ୍ଟି କରିବା ଏହାର ମୁଖ୍ୟ ଉଦ୍ଦେଶ୍ୟ । ଜିଲା ଖାଉଟି ଫୋରମ ଗୁଡ଼ିକରେ ବିଚାରାଧୀନ ମାମଲା ଶୀଘ୍ର ସମାଧାନ ପାଇଁ ପଦକ୍ଷେପ ନିଆଯାଉଛି । ଖାଉଟି ସୁରକ୍ଷା ଆଇନ ଅନୁଯାୟୀ ଅଭିଯୋଗ ଦାଖଲ ପ୍ରକ୍ରିୟାକୁ ସରଳ କରାଯାଇଛି । ପେଟ୍ରୋଲ ପମ୍ପ ଓ ରାସନ ଦୋକାନରେ ମାପ ଓ ଓଜନ ଯାଞ୍ଚ ପାଇଁ ବିଶେଷ ଅଭିଯାନ ଚଳାଯାଉଛି ବୋଲି ସେ ଜଣାଇଥିଲେ । [12, 1314, 294, 1526]
hearing-calendar-table [572, 2026, 1122, 2268]
table-cell: District Planning Officer, Deogarh [895, 2219, 989, 2267]
